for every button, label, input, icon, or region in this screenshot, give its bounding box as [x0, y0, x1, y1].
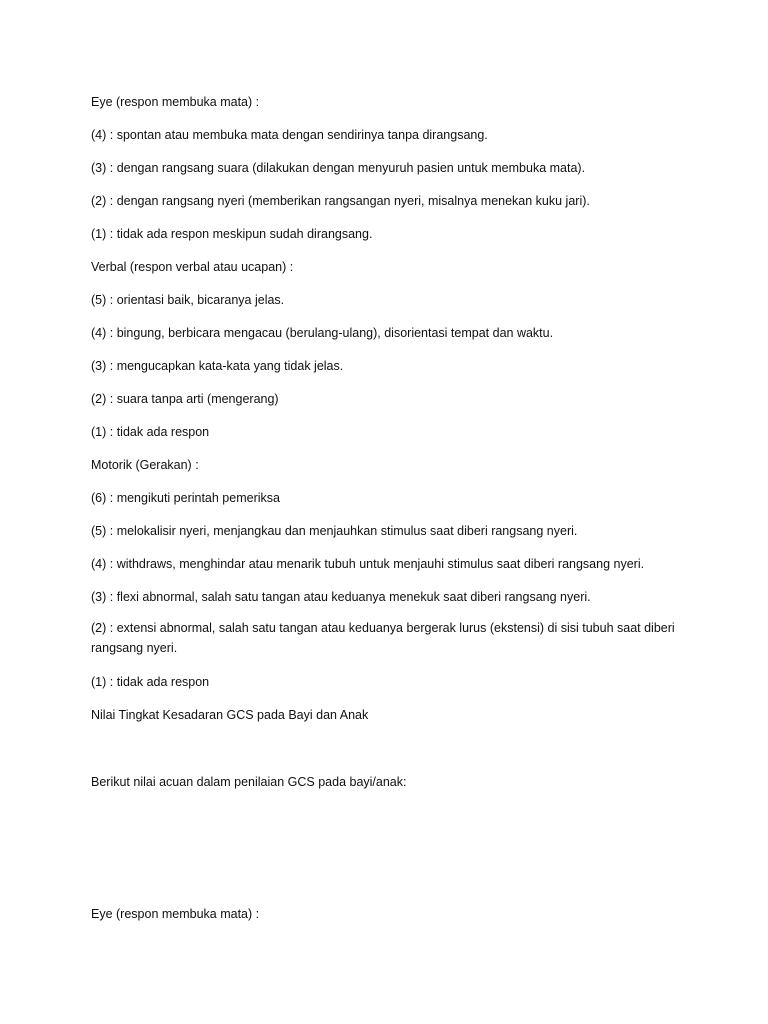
motor-score-6: (6) : mengikuti perintah pemeriksa — [91, 491, 280, 505]
eye-score-4: (4) : spontan atau membuka mata dengan sendirinya tanpa dirangsang. — [91, 128, 488, 142]
motor-score-5: (5) : melokalisir nyeri, menjangkau dan menjauhkan stimulus saat diberi rangsang nyeri. — [91, 524, 578, 538]
verbal-score-1: (1) : tidak ada respon — [91, 425, 210, 439]
verbal-heading: Verbal (respon verbal atau ucapan) : — [91, 260, 294, 274]
motor-score-2: (2) : extensi abnormal, salah satu tangan atau keduanya bergerak lurus (ekstensi) di sisi tubuh saat diberi rangsang nyeri. — [91, 621, 675, 655]
motor-score-3: (3) : flexi abnormal, salah satu tangan atau keduanya menekuk saat diberi rangsang nyeri. — [91, 590, 591, 604]
eye-heading-child: Eye (respon membuka mata) : — [91, 907, 260, 921]
verbal-score-2: (2) : suara tanpa arti (mengerang) — [91, 392, 279, 406]
verbal-score-5: (5) : orientasi baik, bicaranya jelas. — [91, 293, 285, 307]
motor-score-1: (1) : tidak ada respon — [91, 675, 210, 689]
motor-heading: Motorik (Gerakan) : — [91, 458, 199, 472]
verbal-score-3: (3) : mengucapkan kata-kata yang tidak jelas. — [91, 359, 344, 373]
eye-score-1: (1) : tidak ada respon meskipun sudah dirangsang. — [91, 227, 373, 241]
eye-score-2: (2) : dengan rangsang nyeri (memberikan rangsangan nyeri, misalnya menekan kuku jari). — [91, 194, 590, 208]
gcs-child-intro: Berikut nilai acuan dalam penilaian GCS pada bayi/anak: — [91, 775, 407, 789]
verbal-score-4: (4) : bingung, berbicara mengacau (berulang-ulang), disorientasi tempat dan waktu. — [91, 326, 554, 340]
gcs-child-heading: Nilai Tingkat Kesadaran GCS pada Bayi dan Anak — [91, 708, 369, 722]
eye-heading: Eye (respon membuka mata) : — [91, 95, 260, 109]
motor-score-4: (4) : withdraws, menghindar atau menarik tubuh untuk menjauhi stimulus saat diberi rangsang nyeri. — [91, 557, 645, 571]
eye-score-3: (3) : dengan rangsang suara (dilakukan dengan menyuruh pasien untuk membuka mata). — [91, 161, 586, 175]
